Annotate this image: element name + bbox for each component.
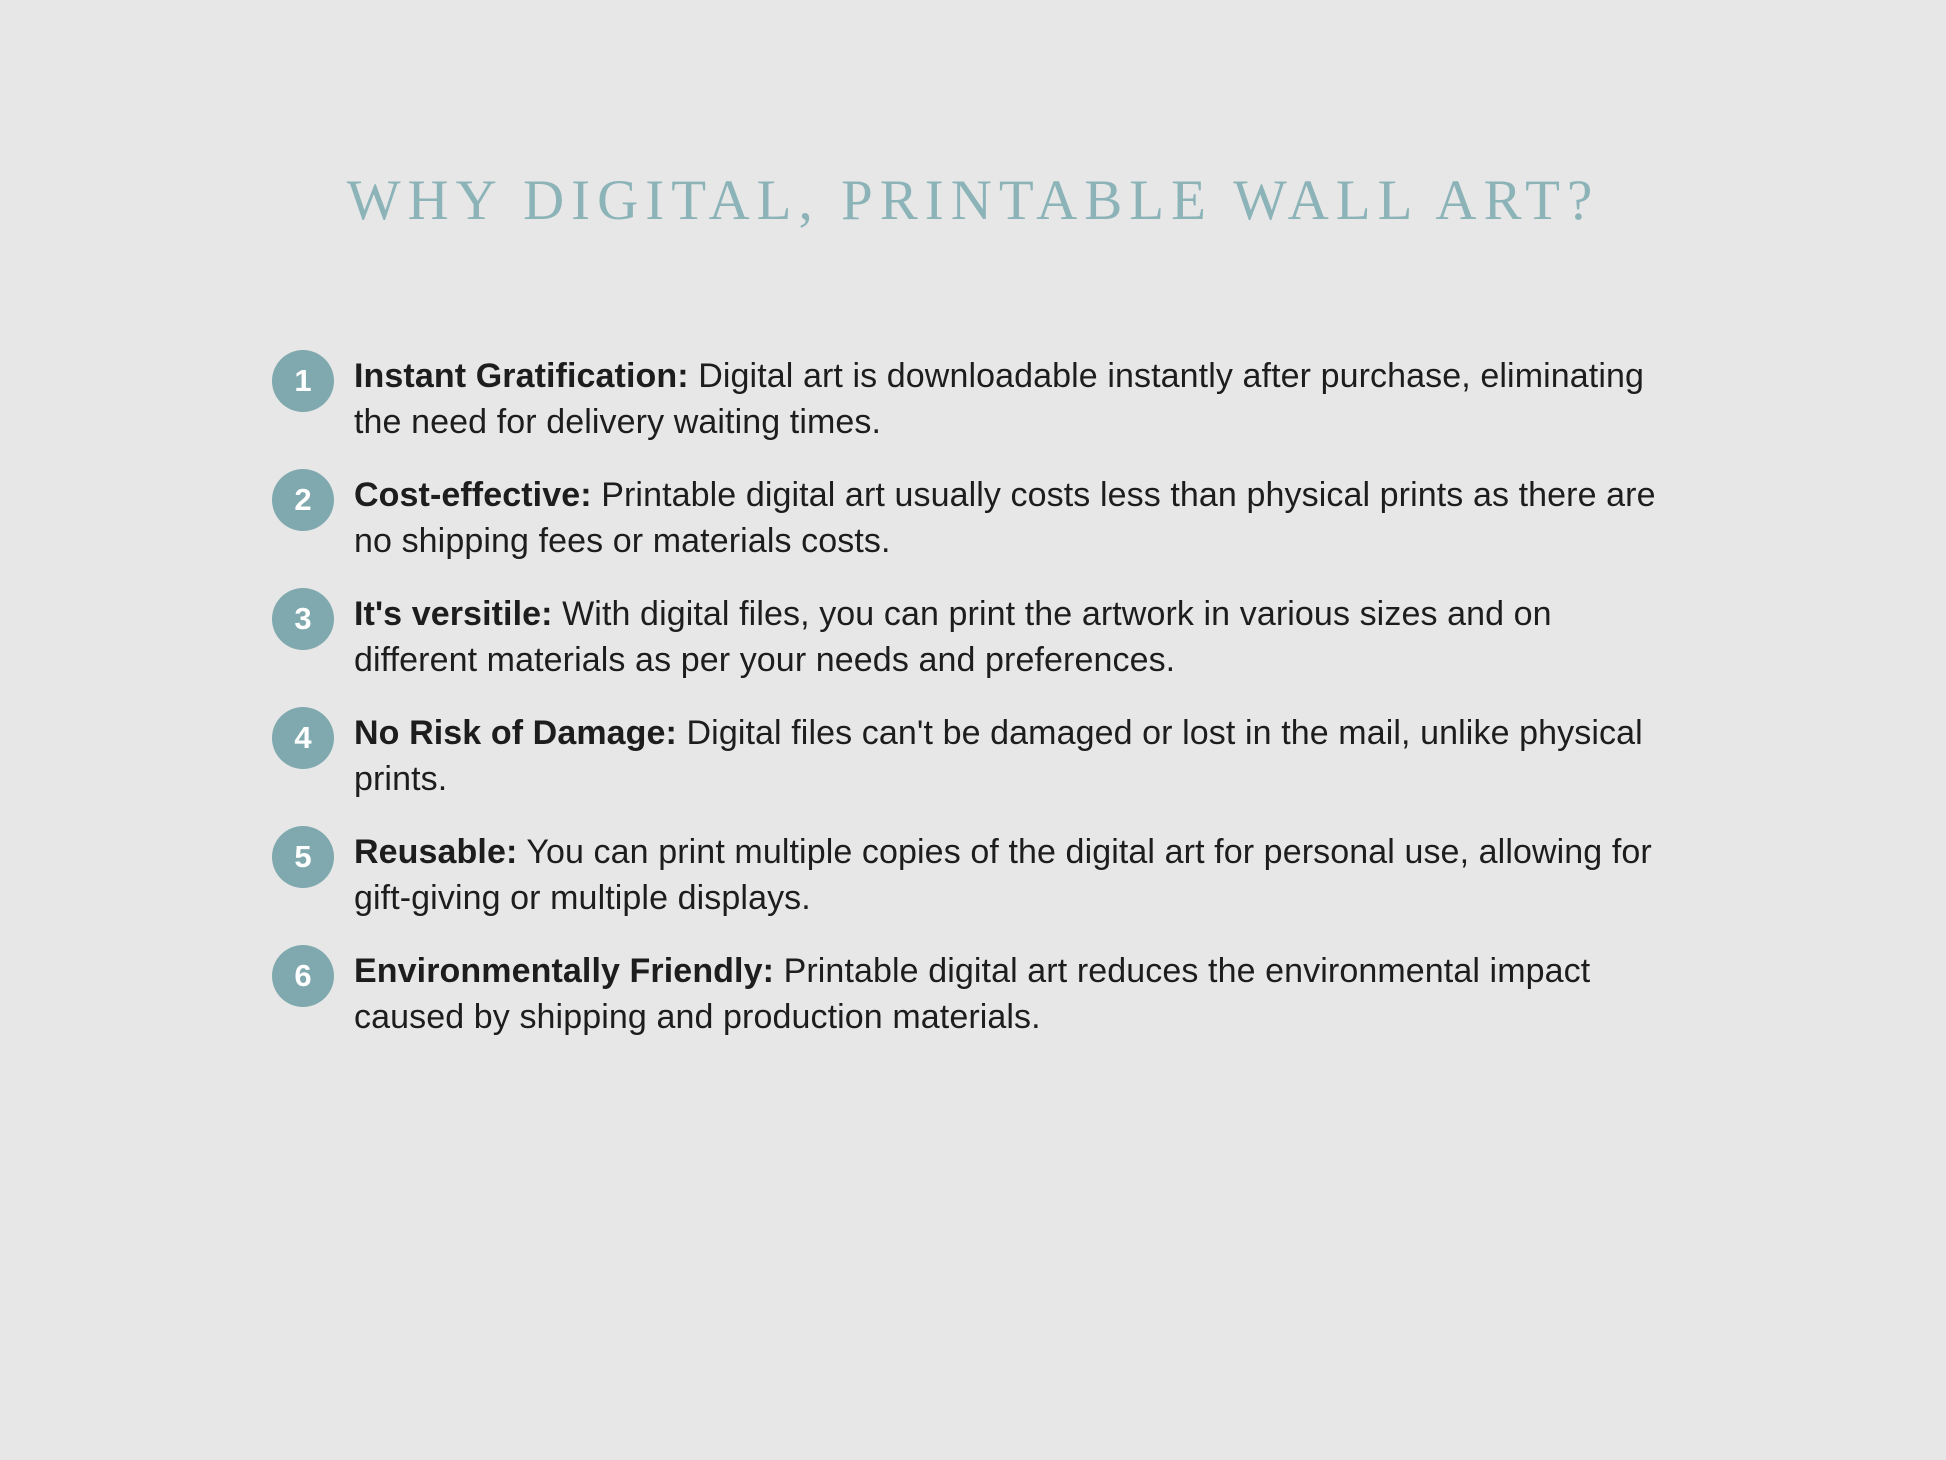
list-item-lead: It's versitile:: [354, 595, 553, 634]
list-item-text: [354, 586, 1682, 683]
list-item-body: Printable digital art usually costs less than physical prints as there are no shipping fees or materials costs.: [354, 476, 1656, 560]
list-item-number-badge: 6: [272, 945, 334, 1007]
list-item: [272, 348, 1682, 445]
list-item-lead: Cost-effective:: [354, 476, 592, 515]
list-item-text: [354, 467, 1682, 564]
list-item-lead: Environmentally Friendly:: [354, 952, 775, 991]
list-item: [272, 943, 1682, 1040]
list-item-lead: Instant Gratification:: [354, 357, 689, 395]
list-item-number-badge: 3: [272, 588, 334, 650]
list-item-body: With digital files, you can print the artwork in various sizes and on different materials as per your needs and preferences.: [354, 595, 1552, 679]
list-item: [272, 467, 1682, 564]
list-item: [272, 824, 1682, 921]
list-item-body: Printable digital art reduces the environmental impact caused by shipping and production materials.: [354, 952, 1591, 1037]
list-item-text: [354, 348, 1682, 445]
list-item-body: Digital files can't be damaged or lost in the mail, unlike physical prints.: [354, 714, 1643, 798]
page-title: WHY DIGITAL, PRINTABLE WALL ART?: [346, 169, 1600, 232]
list-item-lead: Reusable:: [354, 833, 518, 872]
list-item-lead: No Risk of Damage:: [354, 714, 677, 753]
list-item-number-badge: 1: [272, 350, 334, 412]
list-item-text: [354, 705, 1682, 802]
list-item-text: [354, 824, 1682, 921]
list-item: [272, 586, 1682, 683]
benefits-list: [272, 348, 1682, 1063]
list-item-body: Digital art is downloadable instantly after purchase, eliminating the need for delivery waiting times.: [354, 357, 1645, 441]
list-item-number-badge: 5: [272, 826, 334, 888]
list-item-text: [354, 943, 1682, 1040]
list-item-number-badge: 2: [272, 469, 334, 531]
list-item-body: You can print multiple copies of the digital art for personal use, allowing for gift-giving or multiple displays.: [354, 833, 1652, 917]
list-item-number-badge: 4: [272, 707, 334, 769]
list-item: [272, 705, 1682, 802]
